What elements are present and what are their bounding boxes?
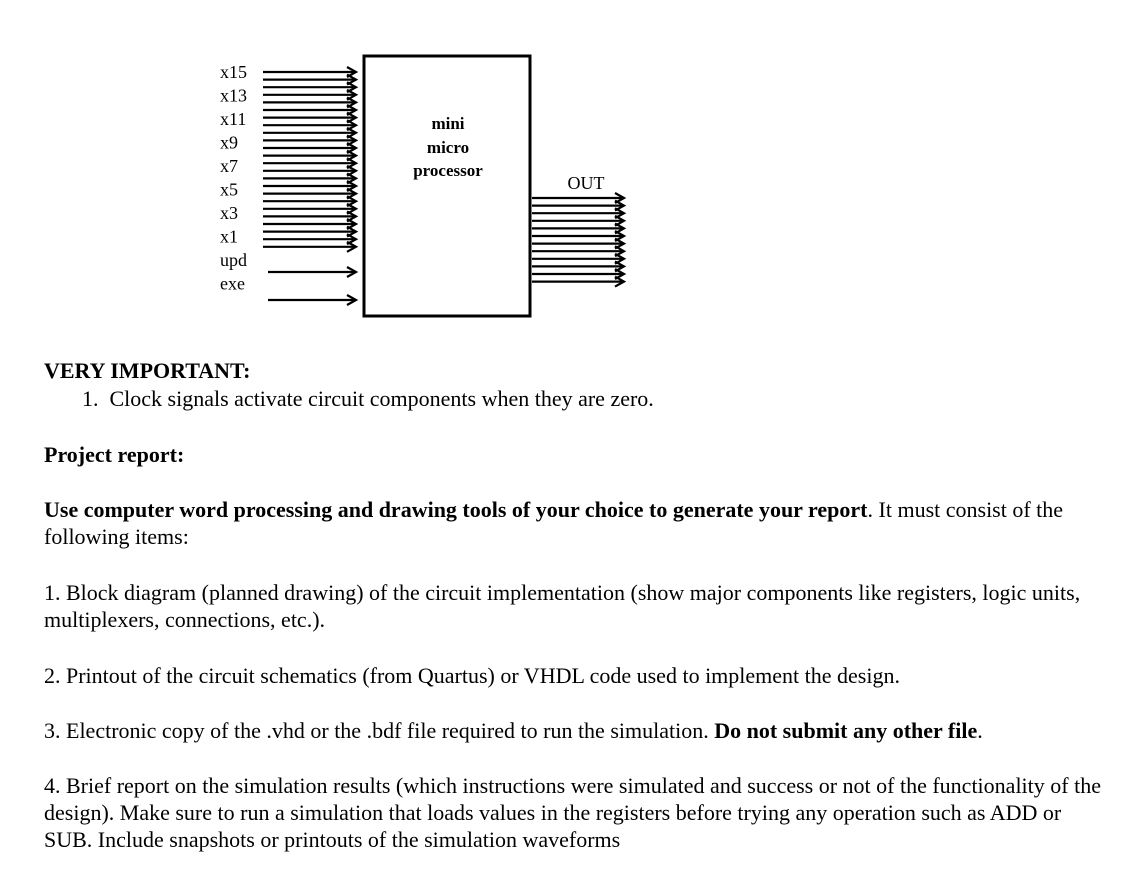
- input-bus-arrow: [263, 227, 356, 237]
- output-bus-arrow: [532, 239, 624, 249]
- output-bus-arrow: [532, 216, 624, 226]
- output-bus-arrow: [532, 261, 624, 271]
- input-bus-arrow: [263, 151, 356, 161]
- input-bus-arrow: [263, 158, 356, 168]
- report-intro-bold: Use computer word processing and drawing tools of your choice to generate your report: [44, 497, 868, 522]
- input-bus-arrow: [263, 173, 356, 183]
- input-arrow-exe: [268, 295, 356, 305]
- input-arrow-upd: [268, 267, 356, 277]
- heading-project-report: Project report:: [44, 442, 185, 467]
- output-bus-arrow: [532, 246, 624, 256]
- report-item-3: [44, 717, 983, 744]
- input-bus-arrow: [263, 234, 356, 244]
- input-bus-arrow: [263, 105, 356, 115]
- input-bus-arrow: [263, 196, 356, 206]
- report-item-2: 2. Printout of the circuit schematics (from Quartus) or VHDL code used to implement the design.: [44, 663, 900, 688]
- input-label-x5: x5: [220, 179, 238, 200]
- input-label-x11: x11: [220, 109, 247, 129]
- report-item-4: 4. Brief report on the simulation results (which instructions were simulated and success or not of the functionality of the design). Make sure to run a simulation that loads values in the registers before trying any operation such as ADD or SUB. Include snapshots or printouts of the simulation waveforms: [44, 773, 1101, 852]
- output-bus-arrow: [532, 254, 624, 264]
- input-label-x13: x13: [220, 85, 247, 106]
- input-label-x3: x3: [220, 203, 238, 223]
- heading-very-important: VERY IMPORTANT:: [44, 358, 251, 383]
- input-bus-arrow: [263, 143, 356, 153]
- input-bus-arrow: [263, 181, 356, 191]
- input-bus-arrow: [263, 120, 356, 130]
- input-bus-arrow: [263, 189, 356, 199]
- input-bus-arrow: [263, 113, 356, 123]
- input-bus-arrow: [263, 135, 356, 145]
- processor-block: [364, 56, 530, 316]
- input-label-upd: upd: [220, 250, 247, 270]
- input-bus-arrow: [263, 97, 356, 107]
- output-bus-arrow: [532, 269, 624, 279]
- report-item-1: 1. Block diagram (planned drawing) of the circuit implementation (show major components like registers, logic units, multiplexers, connections, etc.).: [44, 580, 1081, 632]
- output-bus-arrow: [532, 201, 624, 211]
- block-label-line-3: processor: [413, 161, 483, 180]
- important-item-1: 1. Clock signals activate circuit components when they are zero.: [82, 386, 654, 411]
- report-intro-rest: . It must consist of the following items:: [44, 497, 1064, 549]
- output-bus-arrow: [532, 277, 624, 287]
- report-intro: [44, 496, 1139, 550]
- output-bus-arrow: [532, 208, 624, 218]
- input-bus-arrow: [263, 204, 356, 214]
- input-label-x9: x9: [220, 132, 238, 153]
- output-bus-arrow: [532, 231, 624, 241]
- input-bus-arrow: [263, 82, 356, 92]
- input-bus-arrow: [263, 90, 356, 100]
- output-label: OUT: [567, 173, 605, 193]
- output-bus-arrow: [532, 193, 624, 203]
- input-bus-arrow: [263, 242, 356, 252]
- input-bus-arrow: [263, 75, 356, 85]
- input-label-exe: exe: [220, 273, 245, 294]
- input-bus-arrow: [263, 128, 356, 138]
- report-item-3-end: .: [977, 718, 983, 743]
- input-label-x1: x1: [220, 226, 238, 247]
- input-label-x7: x7: [220, 156, 238, 176]
- output-bus-arrow: [532, 223, 624, 233]
- report-item-3-bold: Do not submit any other file: [714, 718, 978, 743]
- report-item-3-text: 3. Electronic copy of the .vhd or the .bdf file required to run the simulation.: [44, 718, 715, 743]
- input-bus-arrow: [263, 219, 356, 229]
- processor-block-diagram: [0, 0, 1146, 330]
- input-bus-arrow: [263, 211, 356, 221]
- input-bus-arrow: [263, 67, 356, 77]
- input-label-x15: x15: [220, 62, 247, 82]
- block-label-line-2: micro: [426, 138, 470, 157]
- input-bus-arrow: [263, 166, 356, 176]
- block-label-line-1: mini: [431, 114, 465, 133]
